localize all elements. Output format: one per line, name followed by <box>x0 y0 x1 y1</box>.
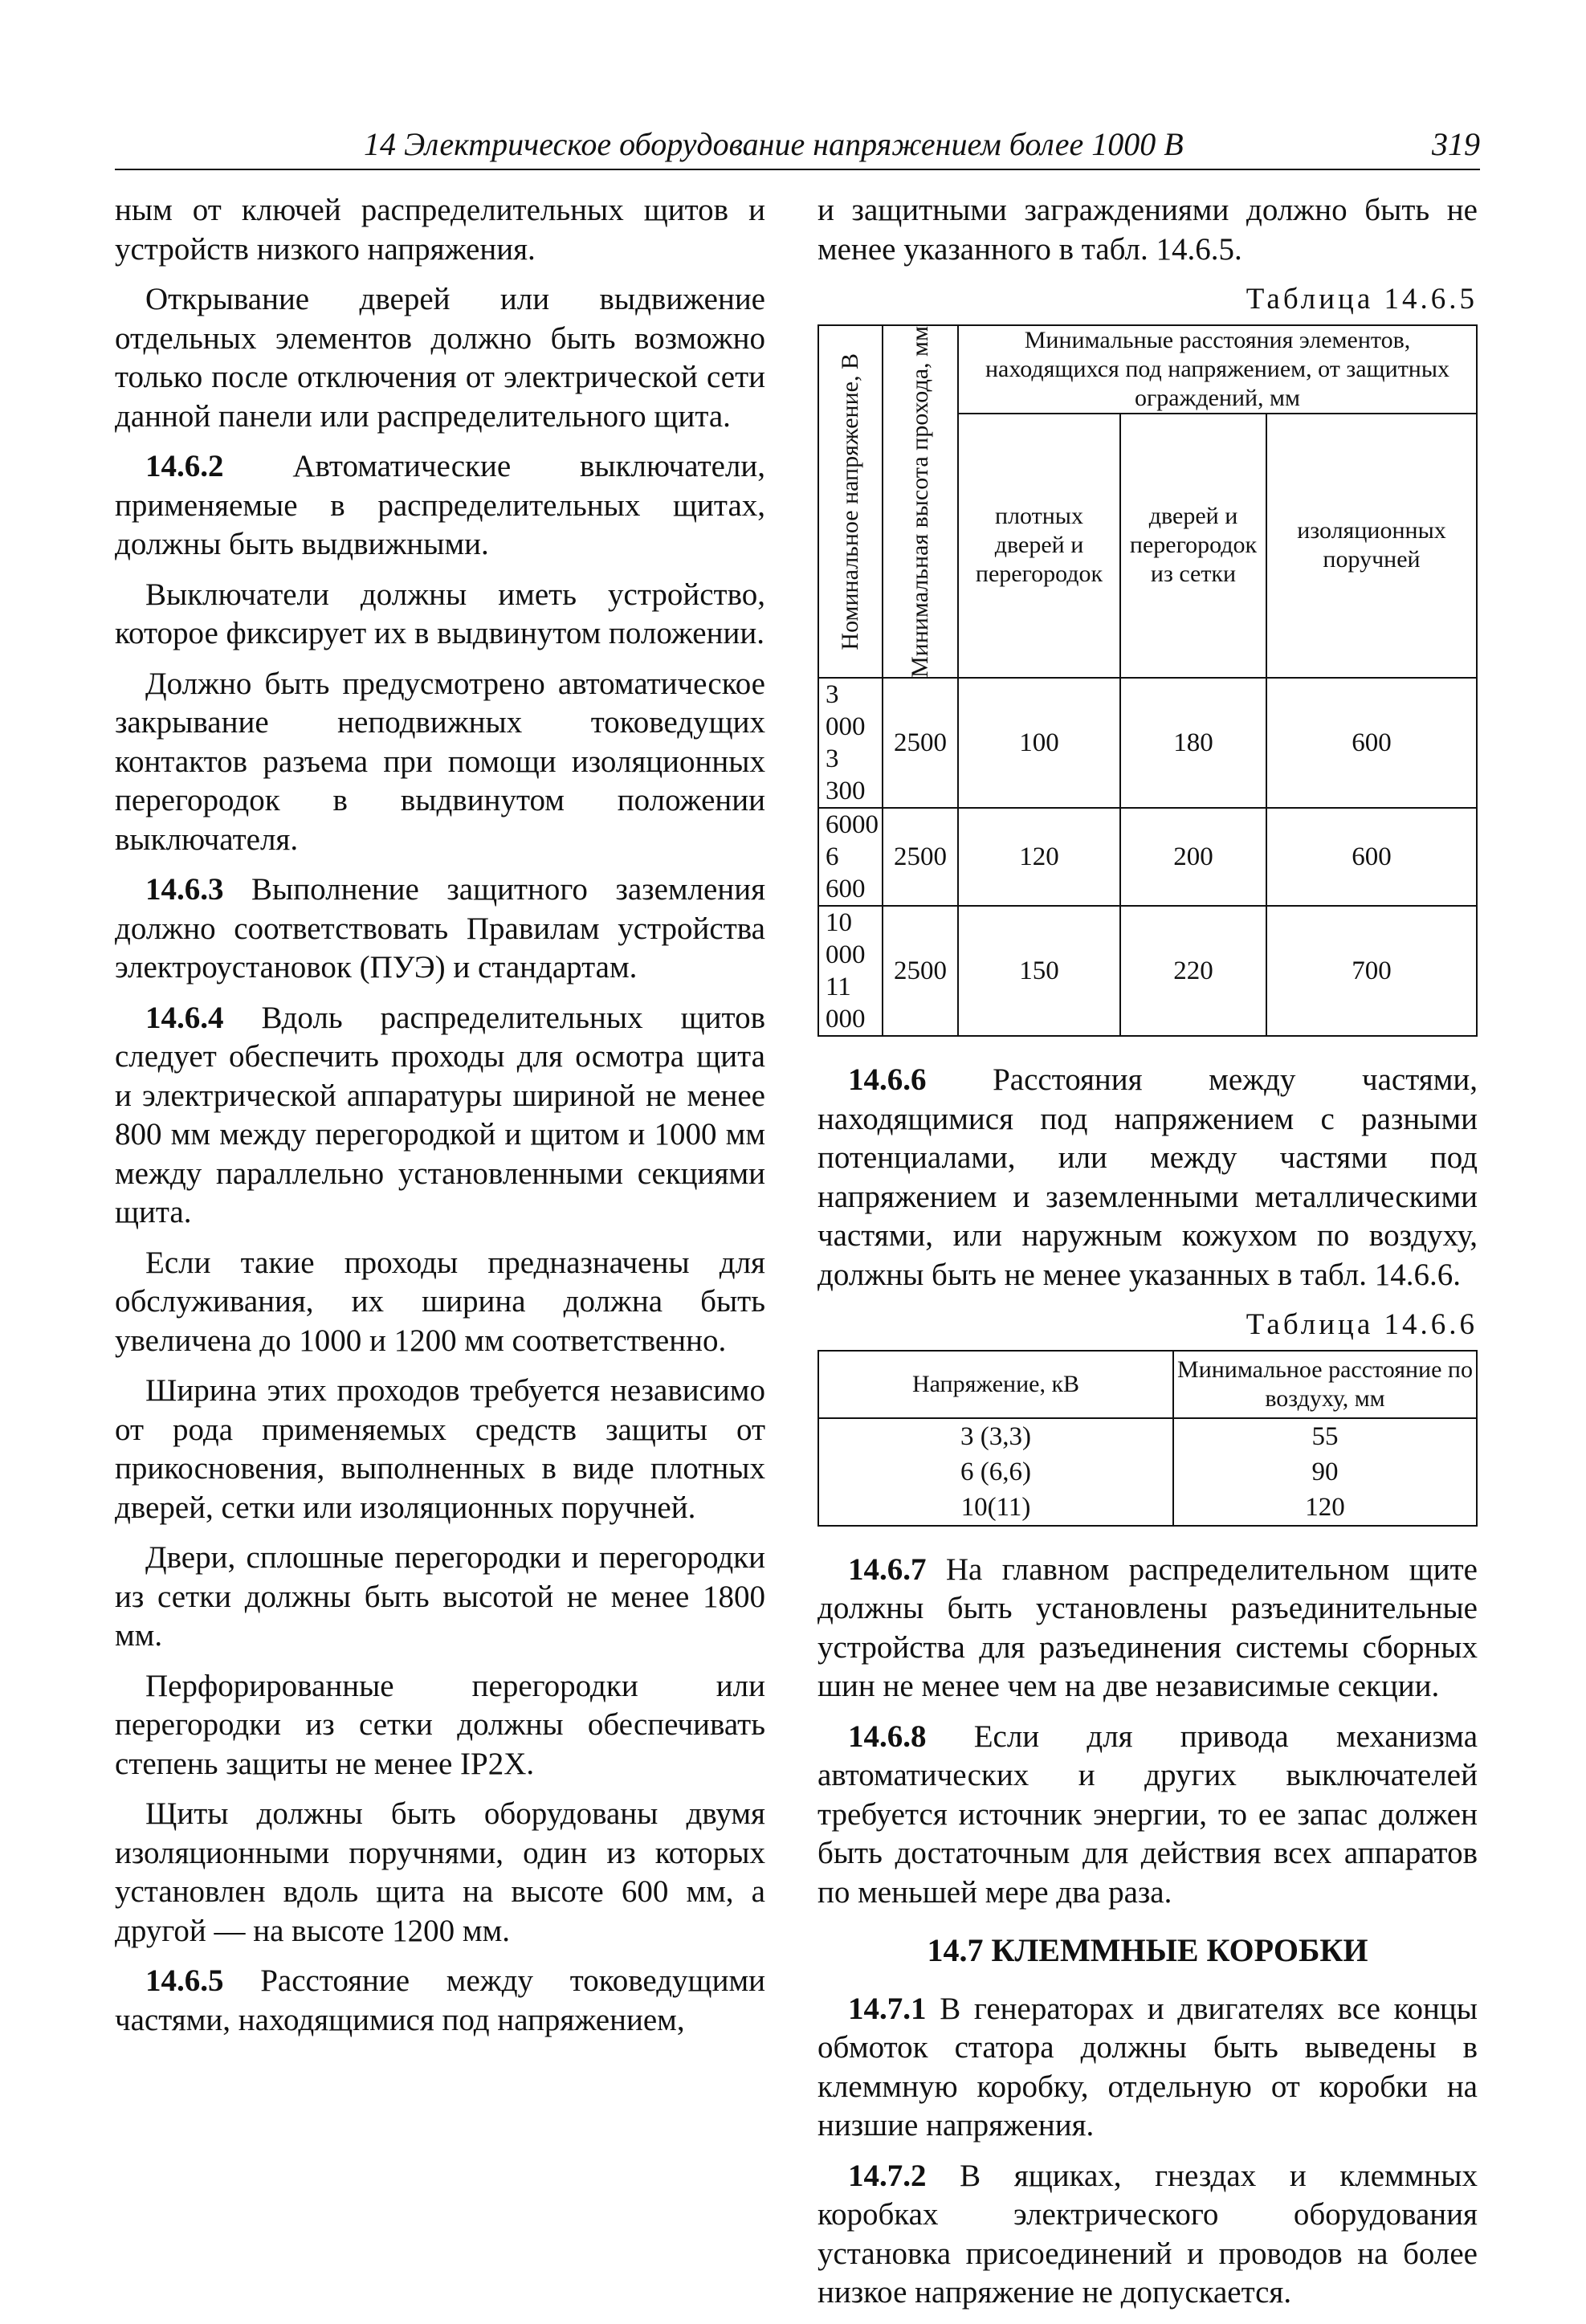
table-cell: 6000 6 600 <box>818 808 883 906</box>
table-cell: 6 (6,6) <box>818 1454 1173 1490</box>
header-title: 14 Электрическое оборудование напряжением более 1000 В <box>364 126 1184 162</box>
paragraph-14-7-2: 14.7.2 В ящиках, гнездах и клеммных коробках электрического оборудования установка присоединений и проводов на более низкое напряжение не допускается. <box>817 2158 1478 2310</box>
table-row <box>818 808 1477 906</box>
table-row <box>818 906 1477 1036</box>
table-cell: 2500 <box>883 808 958 906</box>
paragraph: Ширина этих проходов требуется независимо от рода применяемых средств защиты от прикосновения, выполненных в виде плотных дверей, сетки или изоляционных поручней. <box>115 1373 765 1525</box>
paragraph: и защитными заграждениями должно быть не менее указанного в табл. 14.6.5. <box>817 193 1478 267</box>
table-cell: 10(11) <box>818 1490 1173 1526</box>
paragraph: Должно быть предусмотрено автоматическое закрывание неподвижных токоведущих контактов разъема при помощи изоляционных перегородок в выдвинутом положении выключателя. <box>115 666 765 857</box>
table-cell: 100 <box>958 678 1120 808</box>
paragraph-14-6-8: 14.6.8 Если для привода механизма автоматических и других выключателей требуется источник энергии, то ее запас должен быть достаточным для действия всех аппаратов по меньшей мере два раза. <box>817 1719 1478 1910</box>
paragraph-14-6-4: 14.6.4 Вдоль распределительных щитов следует обеспечить проходы для осмотра щита и электрической аппаратуры шириной не менее 800 мм между перегородкой и щитом и 1000 мм между параллельно установленными секциями щита. <box>115 1000 765 1229</box>
left-column <box>115 191 765 2051</box>
table-cell: 55 <box>1173 1418 1477 1454</box>
paragraph-14-6-5: 14.6.5 Расстояние между токоведущими частями, находящимися под напряжением, <box>115 1963 766 2037</box>
table-header-cell: Номинальное напряжение, В <box>818 325 883 679</box>
table-cell: 90 <box>1173 1454 1477 1490</box>
table-row <box>818 1454 1477 1490</box>
table-row <box>818 1490 1477 1526</box>
paragraph: Выключатели должны иметь устройство, которое фиксирует их в выдвинутом положении. <box>115 577 765 650</box>
table-header-cell: дверей и перегородок из сетки <box>1120 414 1266 679</box>
paragraph: Открывание дверей или выдвижение отдельных элементов должно быть возможно только после отключения от электрической сети данной панели или распределительного щита. <box>115 282 765 434</box>
running-header <box>115 120 1480 170</box>
paragraph-14-6-2: 14.6.2 Автоматические выключатели, применяемые в распределительных щитах, должны быть выдвижными. <box>115 449 766 561</box>
paragraph-14-6-6: 14.6.6 Расстояния между частями, находящимися под напряжением с разными потенциалами, или между частями под напряжением и заземленными металлическими частями, или наружным кожухом по воздуху, должны быть не менее указанных в табл. 14.6.6. <box>817 1062 1478 1292</box>
table-header-cell: изоляционных поручней <box>1266 414 1477 679</box>
table-cell: 3 000 3 300 <box>818 678 883 808</box>
table-header-cell: плотных дверей и перегородок <box>958 414 1120 679</box>
page-number: 319 <box>1432 126 1480 162</box>
paragraph: Перфорированные перегородки или перегородки из сетки должны обеспечивать степень защиты не менее IP2X. <box>115 1668 765 1781</box>
paragraph: Щиты должны быть оборудованы двумя изоляционными поручнями, один из которых установлен вдоль щита на высоте 600 мм, а другой — на высоте 1200 мм. <box>115 1796 765 1948</box>
table-cell: 700 <box>1266 906 1477 1036</box>
table-cell: 150 <box>958 906 1120 1036</box>
table-cell: 220 <box>1120 906 1266 1036</box>
right-column <box>817 191 1478 2324</box>
paragraph: Двери, сплошные перегородки и перегородки из сетки должны быть высотой не менее 1800 мм. <box>115 1540 765 1653</box>
table-row <box>818 678 1477 808</box>
paragraph: Если такие проходы предназначены для обслуживания, их ширина должна быть увеличена до 1000 и 1200 мм соответственно. <box>115 1245 765 1358</box>
table-cell: 120 <box>1173 1490 1477 1526</box>
table-row <box>818 1418 1477 1454</box>
table-14-6-5 <box>817 324 1478 1038</box>
paragraph-14-6-3: 14.6.3 Выполнение защитного заземления должно соответствовать Правилам устройства электроустановок (ПУЭ) и стандартам. <box>115 872 766 985</box>
paragraph: ным от ключей распределительных щитов и устройств низкого напряжения. <box>115 193 765 267</box>
section-heading: 14.7 КЛЕММНЫЕ КОРОБКИ <box>927 1932 1368 1969</box>
table-cell: 600 <box>1266 808 1477 906</box>
table-cell: 2500 <box>883 678 958 808</box>
table-cell: 600 <box>1266 678 1477 808</box>
table-header-cell: Минимальная высота прохода, мм <box>883 325 958 679</box>
table-cell: 120 <box>958 808 1120 906</box>
table-header-cell: Минимальные расстояния элементов, находящихся под напряжением, от защитных ограждений, мм <box>958 325 1477 414</box>
table-cell: 2500 <box>883 906 958 1036</box>
table-cell: 10 000 11 000 <box>818 906 883 1036</box>
table-14-6-6 <box>817 1350 1478 1527</box>
table-cell: 180 <box>1120 678 1266 808</box>
table-cell: 200 <box>1120 808 1266 906</box>
paragraph-14-7-1: 14.7.1 В генераторах и двигателях все концы обмоток статора должны быть выведены в клеммную коробку, отдельную от коробки на низшие напряжения. <box>817 1991 1478 2143</box>
table-cell: 3 (3,3) <box>818 1418 1173 1454</box>
table-caption: Таблица 14.6.5 <box>1246 283 1478 316</box>
table-caption: Таблица 14.6.6 <box>1246 1308 1478 1342</box>
table-header-cell: Напряжение, кВ <box>818 1351 1173 1418</box>
table-header-cell: Минимальное расстояние по воздуху, мм <box>1173 1351 1477 1418</box>
paragraph-14-6-7: 14.6.7 На главном распределительном щите должны быть установлены разъединительные устройства для разъединения системы сборных шин не менее чем на две независимые секции. <box>817 1551 1478 1704</box>
